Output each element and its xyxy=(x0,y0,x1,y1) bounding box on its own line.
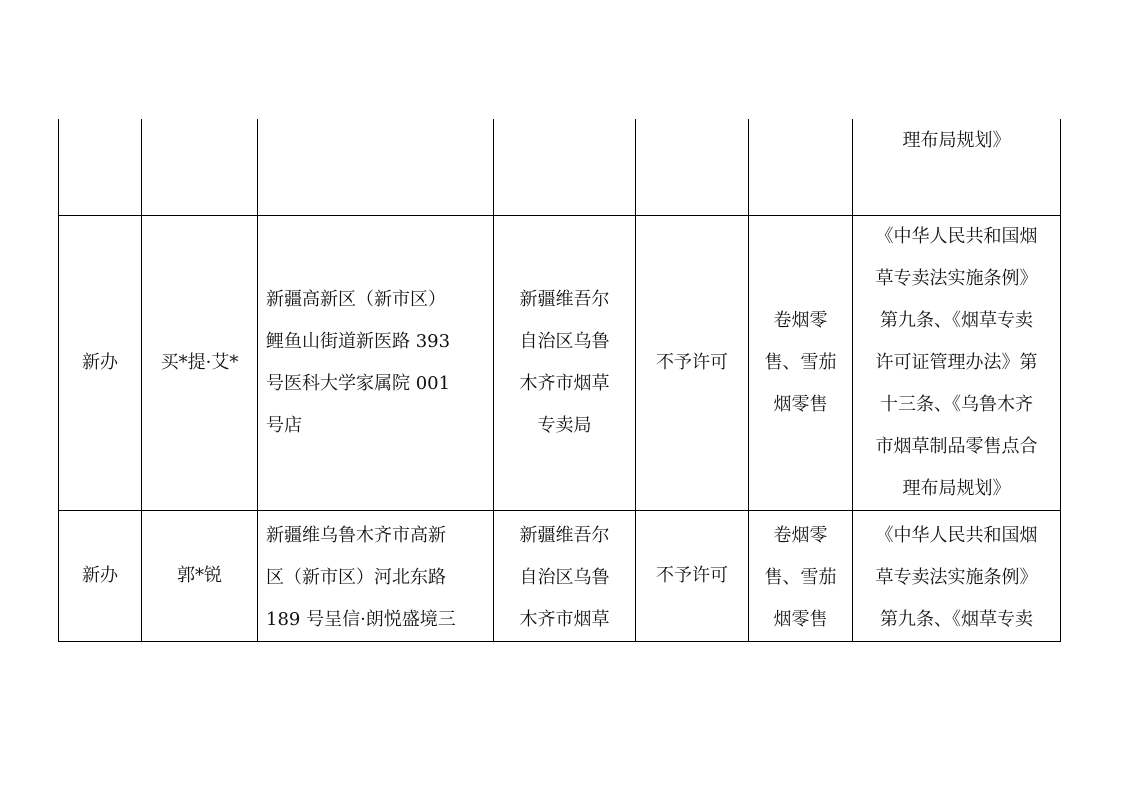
basis-line: 市烟草制品零售点合 xyxy=(875,436,1038,457)
basis-line: 理布局规划》 xyxy=(902,130,1011,151)
scope-line: 卷烟零 xyxy=(773,525,828,546)
address-line: 新疆维乌鲁木齐市高新 xyxy=(266,525,446,546)
address-line: 区（新市区）河北东路 xyxy=(266,567,446,588)
basis-line: 草专卖法实施条例》 xyxy=(875,567,1038,588)
address-line: 新疆高新区（新市区） xyxy=(266,289,446,310)
license-decision-table xyxy=(58,119,1061,642)
scope-line: 售、雪茄 xyxy=(764,567,837,588)
basis-line: 许可证管理办法》第 xyxy=(875,352,1038,373)
address-cell xyxy=(258,119,494,216)
address-cell xyxy=(258,511,494,642)
authority-line: 自治区乌鲁 xyxy=(519,567,610,588)
authority-cell xyxy=(494,119,636,216)
authority-line: 自治区乌鲁 xyxy=(519,331,610,352)
authority-line: 木齐市烟草 xyxy=(519,609,610,630)
table-row xyxy=(59,511,1061,642)
address-line: 号医科大学家属院 001 xyxy=(266,373,451,394)
scope-line: 烟零售 xyxy=(773,609,828,630)
basis-line: 十三条、《乌鲁木齐 xyxy=(880,394,1033,415)
basis-line: 《中华人民共和国烟 xyxy=(875,525,1038,546)
basis-cell xyxy=(853,511,1061,642)
basis-line: 第九条、《烟草专卖 xyxy=(880,609,1033,630)
decision-cell: 不予许可 xyxy=(636,511,749,642)
basis-line: 草专卖法实施条例》 xyxy=(875,268,1038,289)
scope-cell xyxy=(749,119,853,216)
address-cell xyxy=(258,216,494,511)
address-line: 号店 xyxy=(266,415,302,436)
scope-line: 卷烟零 xyxy=(773,310,828,331)
authority-line: 木齐市烟草 xyxy=(519,373,610,394)
decision-cell: 不予许可 xyxy=(636,216,749,511)
authority-line: 专卖局 xyxy=(537,415,592,436)
table-row xyxy=(59,119,1061,216)
scope-line: 烟零售 xyxy=(773,394,828,415)
authority-line: 新疆维吾尔 xyxy=(519,525,610,546)
authority-line: 新疆维吾尔 xyxy=(519,289,610,310)
basis-cell xyxy=(853,119,1061,216)
basis-cell xyxy=(853,216,1061,511)
name-cell: 郭*锐 xyxy=(142,511,258,642)
address-line: 鲤鱼山街道新医路 393 xyxy=(266,331,451,352)
address-line: 189 号呈信·朗悦盛境三 xyxy=(266,609,456,630)
basis-line: 《中华人民共和国烟 xyxy=(875,226,1038,247)
basis-line: 第九条、《烟草专卖 xyxy=(880,310,1033,331)
basis-line: 理布局规划》 xyxy=(902,478,1011,499)
authority-cell xyxy=(494,511,636,642)
scope-cell xyxy=(749,216,853,511)
category-cell: 新办 xyxy=(59,511,142,642)
name-cell: 买*提·艾* xyxy=(142,216,258,511)
decision-cell xyxy=(636,119,749,216)
scope-line: 售、雪茄 xyxy=(764,352,837,373)
name-cell xyxy=(142,119,258,216)
category-cell: 新办 xyxy=(59,216,142,511)
category-cell xyxy=(59,119,142,216)
table-row xyxy=(59,216,1061,511)
authority-cell xyxy=(494,216,636,511)
scope-cell xyxy=(749,511,853,642)
